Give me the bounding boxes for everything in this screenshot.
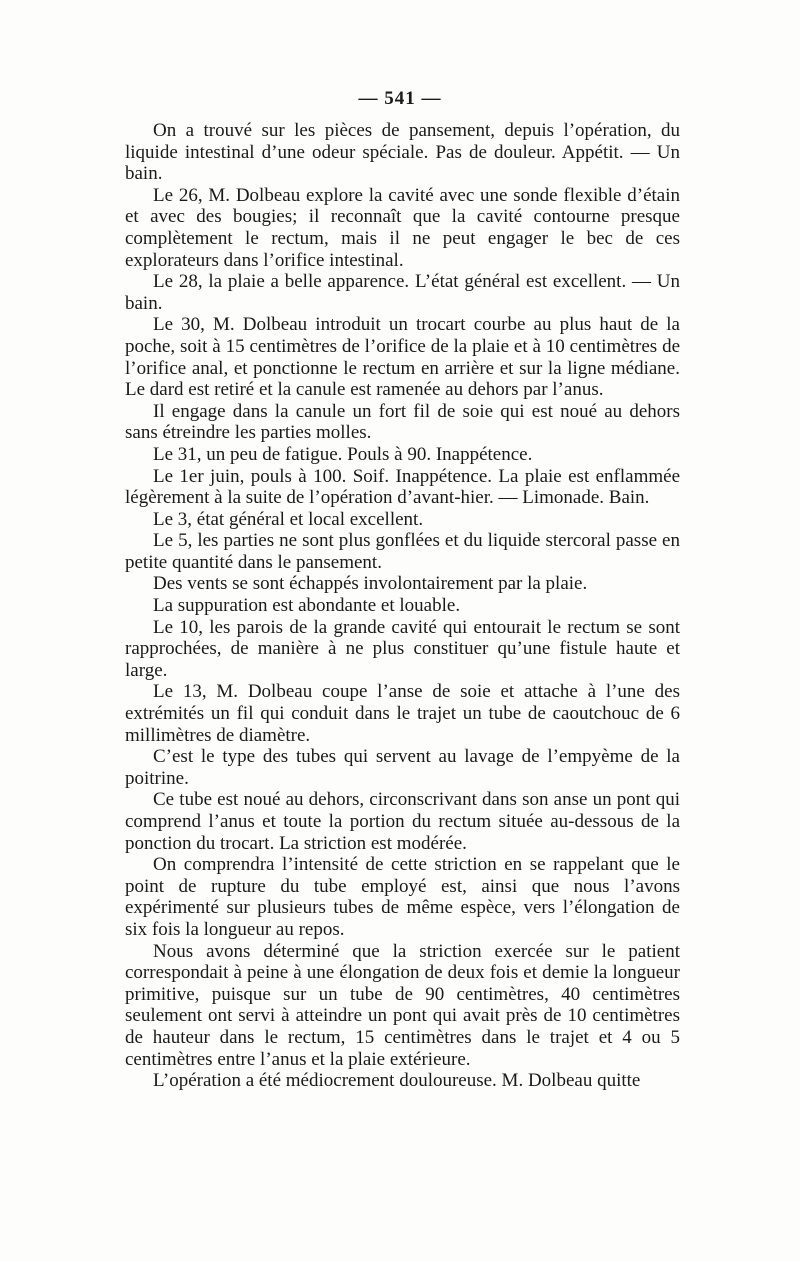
paragraph-17: Nous avons déterminé que la striction exercée sur le patient correspondait à peine à une élongation de deux fois et demie la longueur primitive, puisque sur un tube de 90 centimètres, 40 centimètres seulement ont servi à atteindre un pont qui avait près de 10 centimètres de hauteur dans le rectum, 15 centimètres dans le trajet et 4 ou 5 centimètres entre l’anus et la plaie extérieure. (125, 940, 680, 1070)
paragraph-2: Le 26, M. Dolbeau explore la cavité avec une sonde flexible d’étain et avec des bougies; il reconnaît que la cavité contourne presque complètement le rectum, mais il ne peut engager le bec de ces explorateurs dans l’orifice intestinal. (125, 184, 680, 271)
paragraph-10: Des vents se sont échappés involontairement par la plaie. (153, 573, 588, 595)
paragraph-7: Le 1er juin, pouls à 100. Soif. Inappétence. La plaie est enflammée légèrement à la suite de l’opération d’avant-hier. — Limonade. Bain. (125, 465, 680, 509)
paragraph-11: La suppuration est abondante et louable. (153, 595, 461, 617)
paragraph-18: L’opération a été médiocrement douloureuse. M. Dolbeau quitte (153, 1070, 641, 1092)
page-number: — 541 — (358, 88, 442, 109)
body-text (125, 120, 680, 1092)
paragraph-8: Le 3, état général et local excellent. (153, 508, 424, 530)
paragraph-13: Le 13, M. Dolbeau coupe l’anse de soie et attache à l’une des extrémités un fil qui conduit dans le trajet un tube de caoutchouc de 6 millimètres de diamètre. (125, 681, 680, 746)
paragraph-14: C’est le type des tubes qui servent au lavage de l’empyème de la poitrine. (125, 746, 680, 789)
paragraph-16: On comprendra l’intensité de cette striction en se rappelant que le point de rupture du tube employé est, ainsi que nous l’avons expérimenté sur plusieurs tubes de même espèce, vers l’élongation de six fois la longueur au repos. (125, 854, 680, 940)
paragraph-3: Le 28, la plaie a belle apparence. L’état général est excellent. — Un bain. (125, 271, 680, 314)
paragraph-9: Le 5, les parties ne sont plus gonflées et du liquide stercoral passe en petite quantité dans le pansement. (125, 530, 680, 573)
paragraph-1: On a trouvé sur les pièces de pansement, depuis l’opération, du liquide intestinal d’une odeur spéciale. Pas de douleur. Appétit. — Un bain. (125, 120, 680, 185)
paragraph-6: Le 31, un peu de fatigue. Pouls à 90. Inappétence. (153, 443, 533, 465)
paragraph-12: Le 10, les parois de la grande cavité qui entourait le rectum se sont rapprochées, de manière à ne plus constituer qu’une fistule haute et large. (125, 616, 680, 681)
paragraph-15: Ce tube est noué au dehors, circonscrivant dans son anse un pont qui comprend l’anus et toute la portion du rectum située au-dessous de la ponction du trocart. La striction est modérée. (125, 789, 680, 854)
paragraph-5: Il engage dans la canule un fort fil de soie qui est noué au dehors sans étreindre les parties molles. (125, 400, 680, 444)
paragraph-4: Le 30, M. Dolbeau introduit un trocart courbe au plus haut de la poche, soit à 15 centimètres de l’orifice de la plaie et à 10 centimètres de l’orifice anal, et ponctionne le rectum en arrière et sur la ligne médiane. Le dard est retiré et la canule est ramenée au dehors par l’anus. (125, 314, 680, 401)
